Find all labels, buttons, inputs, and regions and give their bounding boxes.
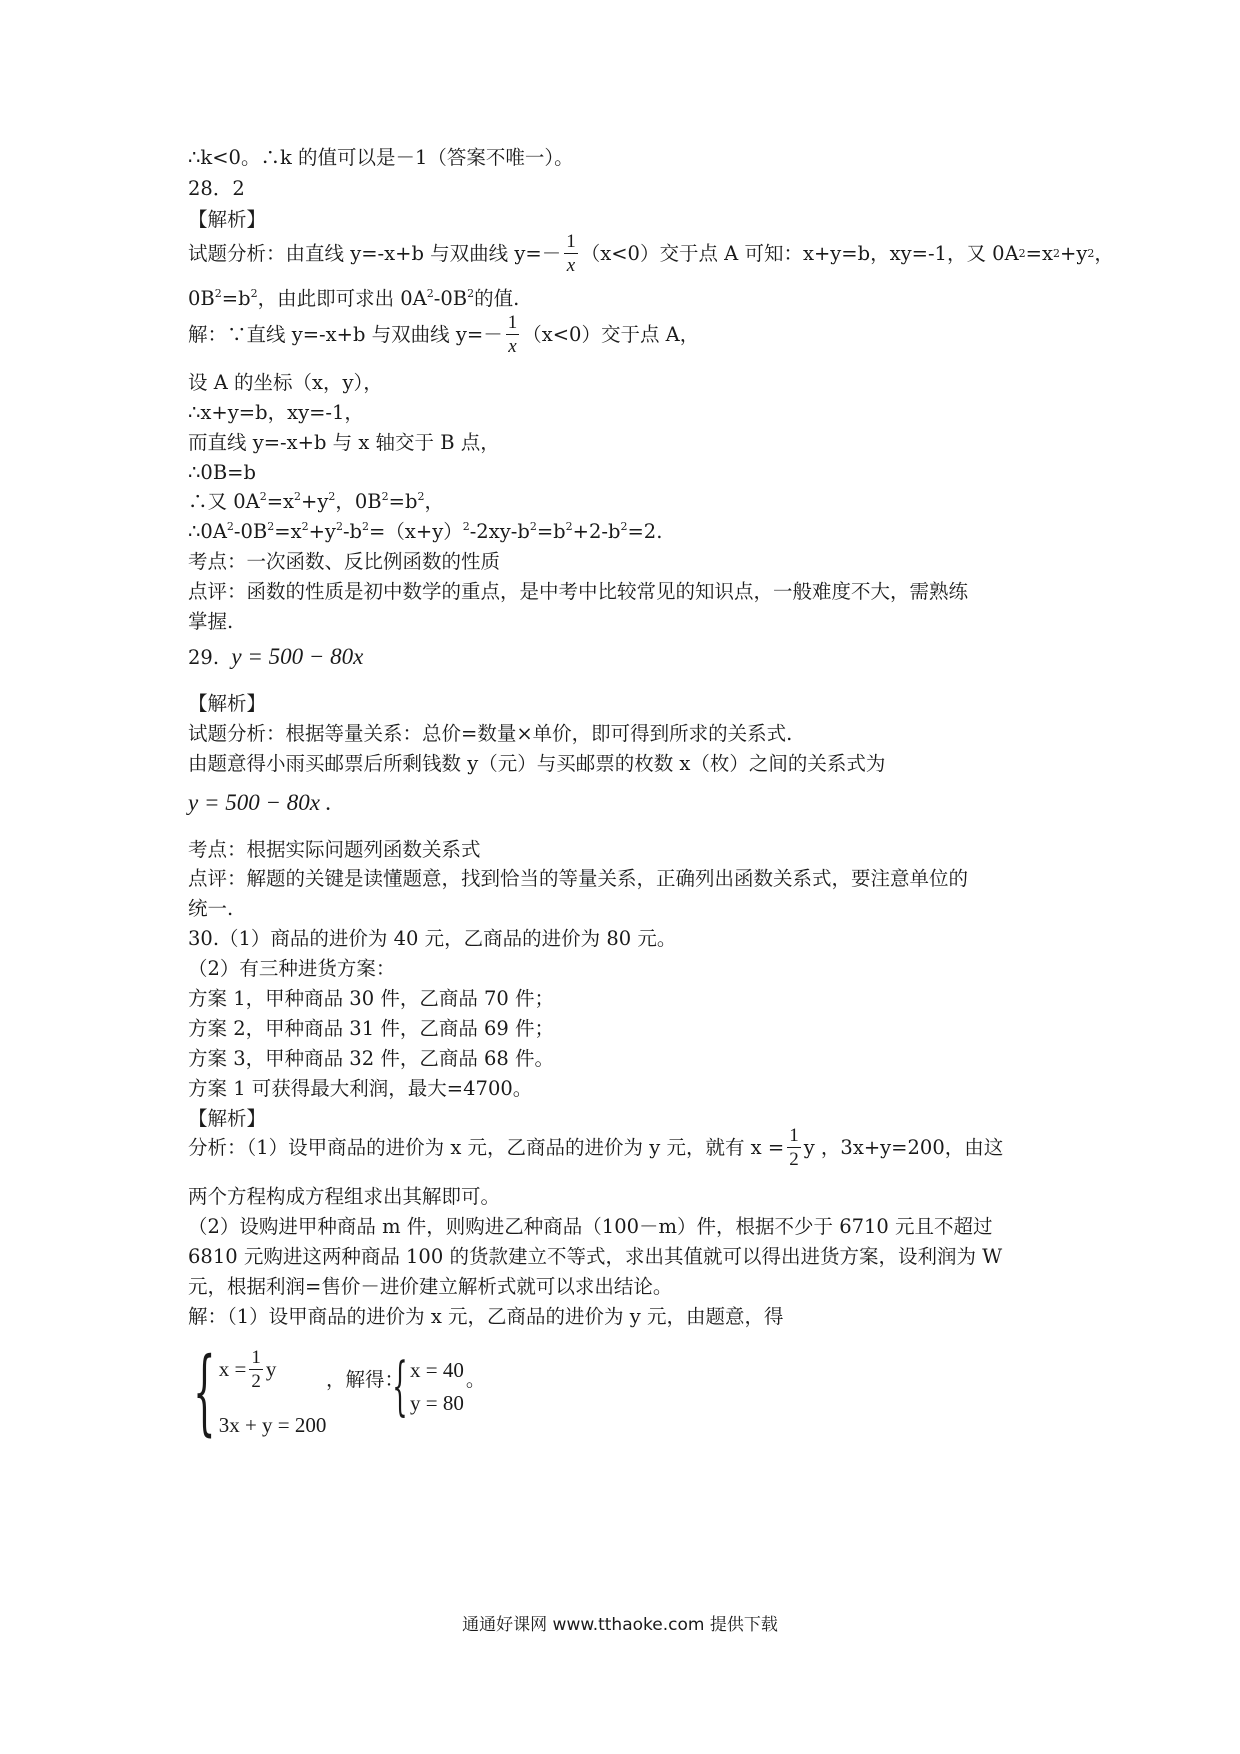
text-line: 掌握.	[188, 610, 234, 633]
text-line: 试题分析：由直线 y=-x+b 与双曲线 y=－ $\frac{1}{x}$ （x<0）交于点 A 可知：x+y=b，xy=-1，又 0A 2 =x 2 +y 2 ，	[188, 231, 1114, 276]
text-line: 方案 2，甲种商品 31 件，乙商品 69 件；	[188, 1017, 555, 1040]
text-line: 点评：解题的关键是读懂题意，找到恰当的等量关系，正确列出函数关系式，要注意单位的	[188, 867, 969, 890]
fraction: $\frac{1}{2}$	[789, 1125, 799, 1170]
page-footer: 通通好课网 www.tthaoke.com 提供下载	[462, 1615, 778, 1635]
text-line: 方案 3，甲种商品 32 件，乙商品 68 件。	[188, 1047, 555, 1070]
left-brace: {	[392, 1349, 408, 1424]
fraction: $\frac{1}{x}$	[566, 231, 576, 276]
text-line: 考点：根据实际问题列函数关系式	[188, 838, 481, 861]
text-line: 方案 1 可获得最大利润，最大=4700。	[188, 1077, 533, 1100]
text-line: ∴x+y=b，xy=-1，	[188, 401, 364, 424]
text-line: 6810 元购进这两种商品 100 的货款建立不等式，求出其值就可以得出进货方案，设利润为 W	[188, 1245, 1003, 1268]
text-line: 统一.	[188, 897, 234, 920]
equation-solution: { x = 40 y = 80 。	[392, 1349, 486, 1424]
text-line: ∴又 $0A^2=x^2+y^2$，$0B^2=b^2$，	[188, 490, 444, 513]
text-line: 方案 1，甲种商品 30 件，乙商品 70 件；	[188, 987, 555, 1010]
text-line: 元，根据利润=售价－进价建立解析式就可以求出结论。	[188, 1275, 673, 1298]
text-line: $0B^2=b^2$，由此即可求出 $0A^2-0B^2$的值.	[188, 287, 520, 310]
answer-28: 28．2	[188, 177, 245, 200]
text-line: ∴0B=b	[188, 461, 256, 484]
text-line: 解：（1）设甲商品的进价为 x 元，乙商品的进价为 y 元，由题意，得	[188, 1305, 784, 1328]
section-heading: 【解析】	[188, 208, 267, 231]
formula-line: y = 500 − 80x .	[188, 790, 332, 815]
text-line: $\therefore 0A^2-0B^2=x^2+y^2-b^2=(x+y)^2-2xy-b^2=b^2+2-b^2=2$.	[188, 520, 663, 543]
text-line: 而直线 y=-x+b 与 x 轴交于 B 点，	[188, 431, 500, 454]
answer-29: 29. y = 500 − 80x	[188, 644, 364, 669]
text-line: ，解得：	[326, 1368, 405, 1391]
text-line: （2）设购进甲种商品 m 件，则购进乙种商品（100－m）件，根据不少于 6710 元且不超过	[188, 1215, 993, 1238]
section-heading: 【解析】	[188, 692, 267, 715]
text-line: 由题意得小雨买邮票后所剩钱数 y（元）与买邮票的枚数 x（枚）之间的关系式为	[188, 752, 886, 775]
text-line: 点评：函数的性质是初中数学的重点，是中考中比较常见的知识点，一般难度不大，需熟练	[188, 580, 969, 603]
equation-system: { x = $\frac{1}{2}$ y 3x + y = 200	[193, 1339, 327, 1447]
text-line: 考点：一次函数、反比例函数的性质	[188, 550, 501, 573]
text-line: （2）有三种进货方案：	[188, 957, 396, 980]
text-line: 两个方程构成方程组求出其解即可。	[188, 1185, 501, 1208]
fraction: $\frac{1}{x}$	[507, 312, 518, 357]
text-line: 设 A 的坐标（x，y），	[188, 371, 383, 394]
section-heading: 【解析】	[188, 1107, 267, 1130]
text-line: 试题分析：根据等量关系：总价=数量×单价，即可得到所求的关系式.	[188, 722, 793, 745]
text-line: ∴k<0。∴k 的值可以是－1（答案不唯一）。	[188, 146, 574, 169]
text-line: 分析：（1）设甲商品的进价为 x 元，乙商品的进价为 y 元，就有 x = $\frac{1}{2}$ y ，3x+y=200，由这	[188, 1125, 1004, 1170]
fraction: $\frac{1}{2}$	[251, 1347, 261, 1392]
answer-30: 30.（1）商品的进价为 40 元，乙商品的进价为 80 元。	[188, 927, 677, 950]
text-line: 解：∵直线 y=-x+b 与双曲线 y=－ $\frac{1}{x}$ （x<0）交于点 A，	[188, 312, 700, 357]
left-brace: {	[193, 1339, 216, 1447]
